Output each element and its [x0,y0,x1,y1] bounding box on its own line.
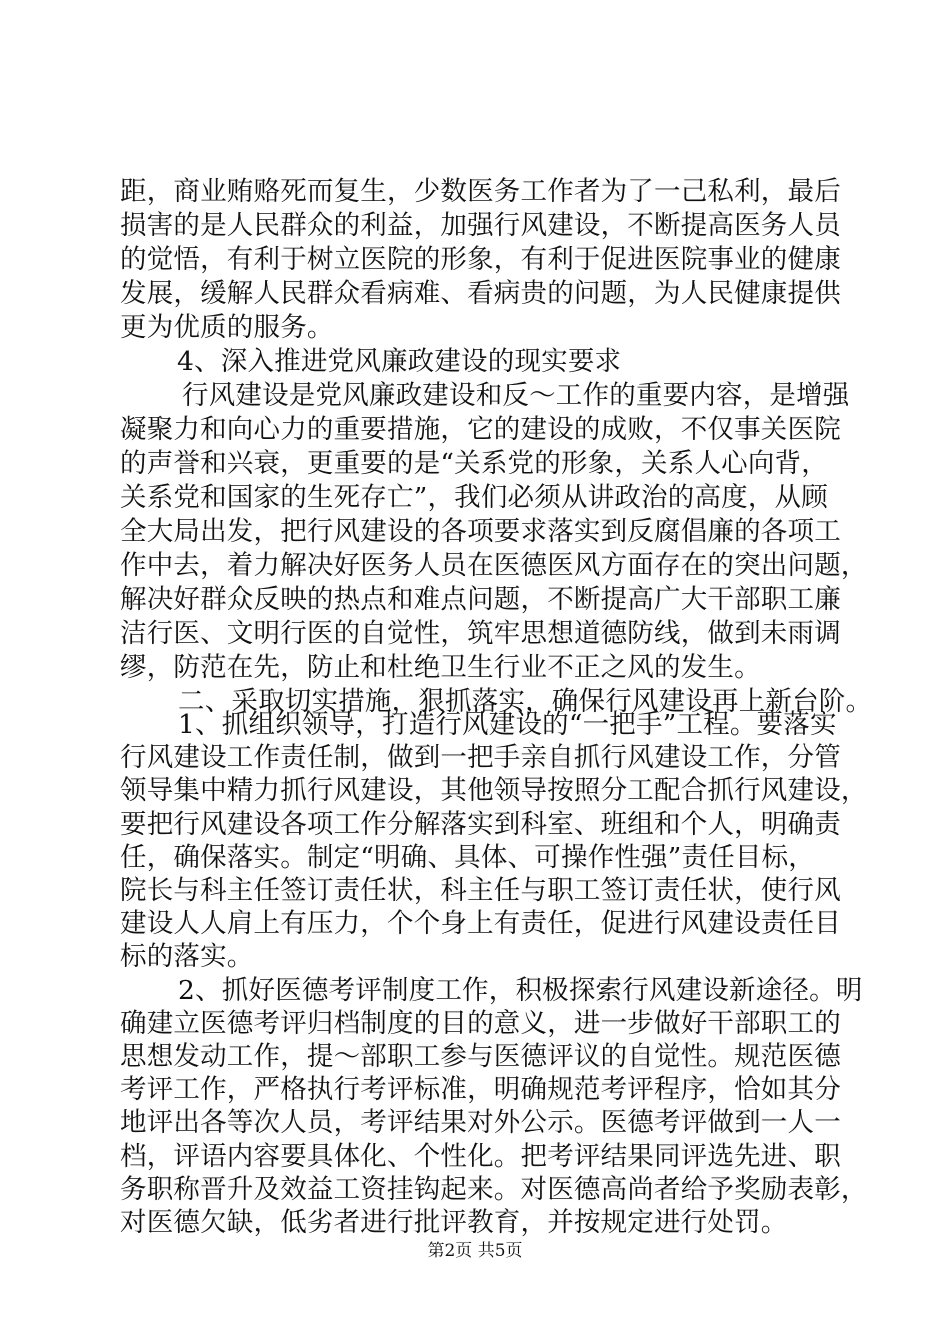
text-line: 1、抓组织领导，打造行风建设的“一把手”工程。要落实 [178,709,837,740]
text-line: 损害的是人民群众的利益，加强行风建设，不断提高医务人员 [120,210,841,241]
text-line: 务职称晋升及效益工资挂钩起来。对医德高尚者给予奖励表彰， [120,1173,868,1205]
text-line: 领导集中精力抓行风建设，其他领导按照分工配合抓行风建设， [120,775,868,807]
page-number-footer: 第2页 共5页 [427,1241,523,1261]
text-line: 作中去，着力解决好医务人员在医德医风方面存在的突出问题， [120,550,868,581]
text-line: 的声誉和兴衰，更重要的是“关系党的形象，关系人心向背， [120,448,828,479]
section-heading: 二、采取切实措施，狠抓落实，确保行风建设再上新台阶。 [178,686,873,717]
text-line: 任，确保落实。制定“明确、具体、可操作性强”责任目标， [120,841,815,873]
text-line: 的觉悟，有利于树立医院的形象，有利于促进医院事业的健康 [120,244,841,275]
text-line: 标的落实。 [120,941,254,973]
text-line: 确建立医德考评归档制度的目的意义，进一步做好干部职工的 [120,1007,841,1039]
text-line: 缪，防范在先，防止和杜绝卫生行业不正之风的发生。 [120,652,761,683]
text-line: 要把行风建设各项工作分解落实到科室、班组和个人，明确责 [120,808,841,840]
text-line: 地评出各等次人员，考评结果对外公示。医德考评做到一人一 [120,1107,841,1139]
text-line: 行风建设工作责任制，做到一把手亲自抓行风建设工作，分管 [120,742,841,774]
text-line: 考评工作，严格执行考评标准，明确规范考评程序，恰如其分 [120,1074,841,1106]
text-line: 对医德欠缺，低劣者进行批评教育，并按规定进行处罚。 [120,1207,788,1238]
text-line: 全大局出发，把行风建设的各项要求落实到反腐倡廉的各项工 [120,516,841,547]
text-line: 解决好群众反映的热点和难点问题，不断提高广大干部职工廉 [120,584,841,615]
text-line: 关系党和国家的生死存亡”，我们必须从讲政治的高度，从顾 [120,482,828,513]
text-line: 2、抓好医德考评制度工作，积极探索行风建设新途径。明 [178,974,863,1006]
text-line: 更为优质的服务。 [120,312,334,343]
text-line: 洁行医、文明行医的自觉性，筑牢思想道德防线，做到未雨调 [120,618,841,649]
text-line: 建设人人肩上有压力，个个身上有责任，促进行风建设责任目 [120,908,841,940]
text-line: 发展，缓解人民群众看病难、看病贵的问题，为人民健康提供 [120,278,841,309]
text-line: 档，评语内容要具体化、个性化。把考评结果同评选先进、职 [120,1140,841,1172]
text-line: 行风建设是党风廉政建设和反～工作的重要内容，是增强 [182,380,850,411]
text-line: 距，商业贿赂死而复生，少数医务工作者为了一己私利，最后 [120,176,841,207]
section-heading: 4、深入推进党风廉政建设的现实要求 [177,346,622,377]
text-line: 思想发动工作，提～部职工参与医德评议的自觉性。规范医德 [120,1041,841,1072]
text-line: 凝聚力和向心力的重要措施，它的建设的成败，不仅事关医院 [120,414,841,445]
text-line: 院长与科主任签订责任状，科主任与职工签订责任状，使行风 [120,875,841,906]
